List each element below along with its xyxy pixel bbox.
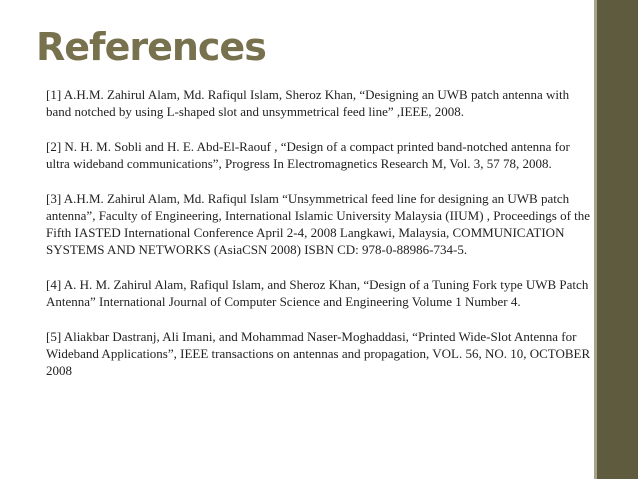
reference-item-2: [2] N. H. M. Sobli and H. E. Abd-El-Raouf , “Design of a compact printed band-notched antenna for ultra wideband communications”, Progress In Electromagnetics Research M, Vol. 3, 57 78, 2008.: [46, 139, 570, 171]
side-bar: [597, 0, 638, 479]
slide-title: References: [36, 25, 266, 69]
reference-item-3: [3] A.H.M. Zahirul Alam, Md. Rafiqul Islam “Unsymmetrical feed line for designing an UWB patch antenna”, Faculty of Engineering, International Islamic University Malaysia (IIUM) , Proceedings of the Fifth IASTED International Conference April 2-4, 2008 Langkawi, Malaysia, COMMUNICATION SYSTEMS AND NETWORKS (AsiaCSN 2008) ISBN CD: 978-0-88986-734-5.: [46, 191, 591, 257]
reference-item-5: [5] Aliakbar Dastranj, Ali Imani, and Mohammad Naser-Moghaddasi, “Printed Wide-Slot Antenna for Wideband Applications”, IEEE transactions on antennas and propagation, VOL. 56, NO. 10, OCTOBER 2008: [46, 329, 591, 378]
reference-list: [46, 86, 596, 397]
reference-item-4: [4] A. H. M. Zahirul Alam, Rafiqul Islam, and Sheroz Khan, “Design of a Tuning Fork type UWB Patch Antenna” International Journal of Computer Science and Engineering Volume 1 Number 4.: [46, 277, 589, 309]
reference-item-1: [1] A.H.M. Zahirul Alam, Md. Rafiqul Islam, Sheroz Khan, “Designing an UWB patch antenna with band notched by using L-shaped slot and unsymmetrical feed line” ,IEEE, 2008.: [46, 87, 570, 119]
